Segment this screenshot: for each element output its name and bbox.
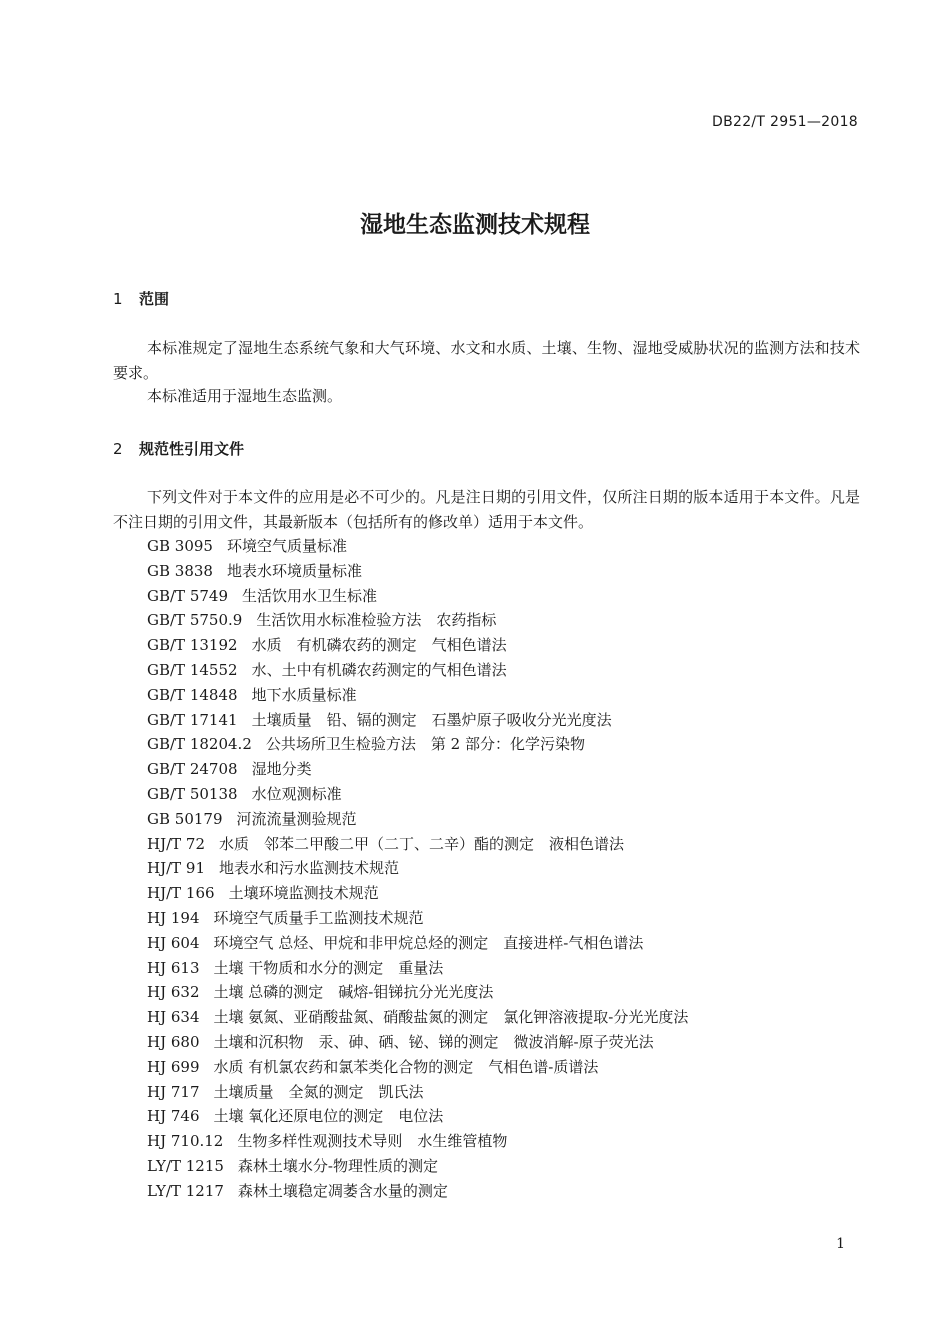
reference-code: GB/T 14848 xyxy=(147,685,238,704)
section-1-paragraph-2: 本标准适用于湿地生态监测。 xyxy=(147,387,343,405)
reference-title: 水质 有机氯农药和氯苯类化合物的测定 气相色谱-质谱法 xyxy=(213,1057,599,1076)
reference-code: HJ/T 72 xyxy=(147,834,206,853)
reference-item xyxy=(147,1104,688,1129)
reference-item xyxy=(147,559,688,584)
reference-code: HJ 710.12 xyxy=(147,1132,224,1151)
section-1-heading xyxy=(113,288,169,309)
reference-code: HJ 632 xyxy=(147,983,200,1002)
reference-code: HJ 746 xyxy=(147,1107,200,1126)
reference-item xyxy=(147,1030,688,1055)
reference-item xyxy=(147,683,688,708)
section-2-title: 规范性引用文件 xyxy=(139,440,245,458)
reference-title: 森林土壤稳定凋萎含水量的测定 xyxy=(237,1181,448,1200)
reference-code: GB/T 13192 xyxy=(147,636,238,655)
reference-title: 地表水环境质量标准 xyxy=(226,561,362,580)
reference-title: 土壤 氨氮、亚硝酸盐氮、硝酸盐氮的测定 氯化钾溶液提取-分光光度法 xyxy=(213,1008,689,1027)
reference-title: 水质 有机磷农药的测定 气相色谱法 xyxy=(251,636,507,655)
reference-code: GB/T 50138 xyxy=(147,784,238,803)
reference-title: 土壤质量 铅、镉的测定 石墨炉原子吸收分光光度法 xyxy=(251,710,612,729)
reference-title: 森林土壤水分-物理性质的测定 xyxy=(237,1156,438,1175)
reference-code: LY/T 1215 xyxy=(147,1156,224,1175)
section-2-intro: 下列文件对于本文件的应用是必不可少的。凡是注日期的引用文件，仅所注日期的版本适用于本文件。凡是不注日期的引用文件，其最新版本（包括所有的修改单）适用于本文件。 xyxy=(113,488,860,531)
reference-title: 湿地分类 xyxy=(251,760,312,779)
reference-code: HJ 699 xyxy=(147,1057,200,1076)
reference-title: 土壤 总磷的测定 碱熔-钼锑抗分光光度法 xyxy=(213,983,494,1002)
reference-item xyxy=(147,931,688,956)
reference-title: 水、土中有机磷农药测定的气相色谱法 xyxy=(251,660,507,679)
reference-title: 生活饮用水卫生标准 xyxy=(242,586,378,605)
reference-code: GB 3838 xyxy=(147,561,213,580)
reference-title: 生物多样性观测技术导则 水生维管植物 xyxy=(237,1132,508,1151)
reference-code: GB/T 17141 xyxy=(147,710,238,729)
reference-code: GB/T 24708 xyxy=(147,760,238,779)
reference-item xyxy=(147,534,688,559)
reference-item xyxy=(147,906,688,931)
reference-title: 土壤质量 全氮的测定 凯氏法 xyxy=(213,1082,424,1101)
reference-item xyxy=(147,1179,688,1204)
reference-code: GB/T 5750.9 xyxy=(147,611,243,630)
reference-code: GB/T 18204.2 xyxy=(147,735,252,754)
section-1-number: 1 xyxy=(113,290,123,308)
reference-item xyxy=(147,856,688,881)
reference-item xyxy=(147,1005,688,1030)
reference-code: HJ 717 xyxy=(147,1082,200,1101)
reference-item xyxy=(147,980,688,1005)
reference-code: HJ 680 xyxy=(147,1032,200,1051)
reference-code: HJ 613 xyxy=(147,958,200,977)
section-2-heading xyxy=(113,438,244,459)
reference-item xyxy=(147,1129,688,1154)
reference-item xyxy=(147,1080,688,1105)
reference-item xyxy=(147,782,688,807)
section-1-paragraph-1: 本标准规定了湿地生态系统气象和大气环境、水文和水质、土壤、生物、湿地受威胁状况的监测方法和技术要求。 xyxy=(113,339,860,382)
reference-code: GB 50179 xyxy=(147,809,223,828)
reference-item xyxy=(147,658,688,683)
reference-title: 河流流量测验规范 xyxy=(236,809,357,828)
reference-item xyxy=(147,1154,688,1179)
reference-item xyxy=(147,956,688,981)
reference-item xyxy=(147,1055,688,1080)
document-title: 湿地生态监测技术规程 xyxy=(360,212,590,238)
section-2-number: 2 xyxy=(113,440,123,458)
section-1-title: 范围 xyxy=(139,290,170,308)
reference-code: HJ 634 xyxy=(147,1008,200,1027)
reference-title: 环境空气 总烃、甲烷和非甲烷总烃的测定 直接进样-气相色谱法 xyxy=(213,933,644,952)
reference-item xyxy=(147,708,688,733)
reference-title: 环境空气质量手工监测技术规范 xyxy=(213,908,424,927)
reference-title: 地下水质量标准 xyxy=(251,685,357,704)
reference-code: GB/T 5749 xyxy=(147,586,229,605)
reference-item xyxy=(147,757,688,782)
reference-item xyxy=(147,608,688,633)
reference-title: 生活饮用水标准检验方法 农药指标 xyxy=(256,611,497,630)
reference-code: HJ 194 xyxy=(147,908,200,927)
reference-title: 土壤和沉积物 汞、砷、硒、铋、锑的测定 微波消解-原子荧光法 xyxy=(213,1032,654,1051)
reference-item xyxy=(147,832,688,857)
reference-code: HJ 604 xyxy=(147,933,200,952)
reference-title: 土壤 氧化还原电位的测定 电位法 xyxy=(213,1107,444,1126)
reference-title: 地表水和污水监测技术规范 xyxy=(219,859,400,878)
reference-item xyxy=(147,807,688,832)
reference-item xyxy=(147,584,688,609)
reference-item xyxy=(147,732,688,757)
reference-title: 水位观测标准 xyxy=(251,784,342,803)
reference-title: 土壤 干物质和水分的测定 重量法 xyxy=(213,958,444,977)
reference-code: HJ/T 91 xyxy=(147,859,206,878)
standard-number: DB22/T 2951—2018 xyxy=(712,114,858,130)
reference-title: 水质 邻苯二甲酸二甲（二丁、二辛）酯的测定 液相色谱法 xyxy=(219,834,625,853)
reference-code: HJ/T 166 xyxy=(147,884,215,903)
reference-list xyxy=(147,534,688,1204)
reference-title: 土壤环境监测技术规范 xyxy=(228,884,379,903)
reference-code: GB 3095 xyxy=(147,537,213,555)
reference-title: 环境空气质量标准 xyxy=(226,537,347,555)
reference-item xyxy=(147,633,688,658)
page-number: 1 xyxy=(836,1236,845,1252)
reference-code: LY/T 1217 xyxy=(147,1181,224,1200)
reference-title: 公共场所卫生检验方法 第 2 部分：化学污染物 xyxy=(265,735,585,754)
reference-code: GB/T 14552 xyxy=(147,660,238,679)
reference-item xyxy=(147,881,688,906)
